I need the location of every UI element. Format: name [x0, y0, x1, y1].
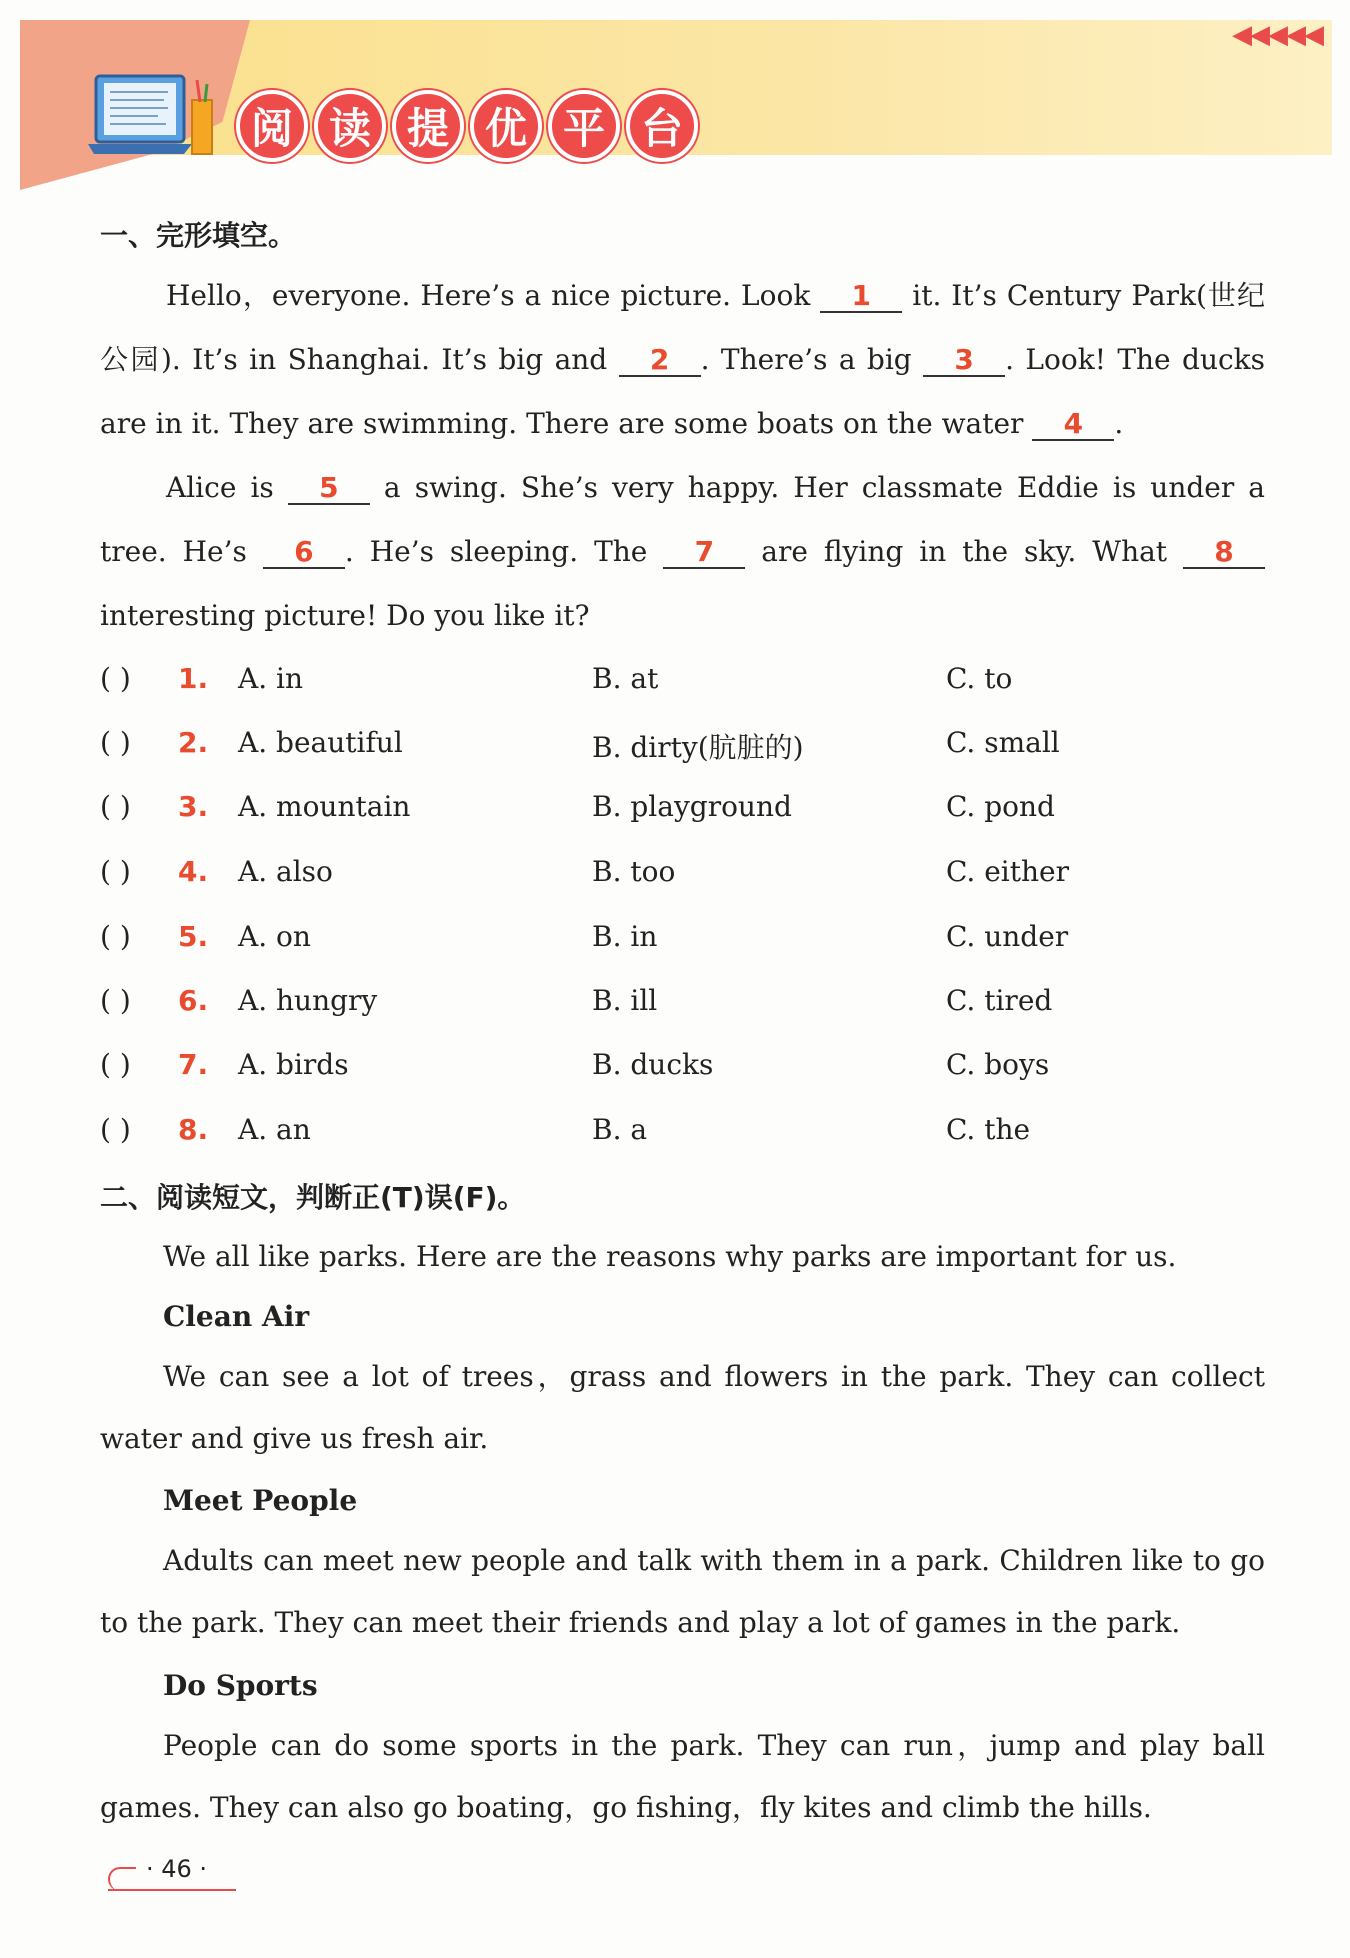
- option-a: A. in: [238, 662, 304, 695]
- option-c: C. tired: [946, 984, 1053, 1017]
- option-b: B. at: [592, 662, 659, 695]
- option-b: B. dirty(肮脏的): [592, 731, 804, 764]
- option-b: B. too: [592, 855, 676, 888]
- option-c: C. the: [946, 1113, 1031, 1146]
- option-c: C. pond: [946, 790, 1055, 823]
- option-a: A. hungry: [238, 984, 378, 1017]
- meet-people-paragraph: [100, 1530, 1265, 1654]
- question-number: 2.: [178, 726, 209, 759]
- cloze-paragraph-1: Hello，everyone. Here’s a nice picture. Look 1 it. It’s Century Park(世纪公园). It’s in Shanghai. It’s big and 2 . There’s a big 3 . Look! The ducks are in it. They are swimming. There are some boats on the water 4 .: [100, 279, 1265, 440]
- answer-paren[interactable]: ( ): [100, 726, 131, 759]
- option-row: [100, 790, 1265, 830]
- page-title: [236, 90, 698, 162]
- option-a: A. on: [238, 920, 311, 953]
- option-b: B. ducks: [592, 1048, 714, 1081]
- option-b: B. in: [592, 920, 658, 953]
- page-number: [108, 1853, 236, 1891]
- clean-air-paragraph: [100, 1346, 1265, 1470]
- option-row: [100, 855, 1265, 895]
- option-row: [100, 726, 1265, 766]
- laptop-icon: [88, 70, 218, 165]
- option-row: [100, 662, 1265, 702]
- question-number: 6.: [178, 984, 209, 1017]
- answer-paren[interactable]: ( ): [100, 1048, 131, 1081]
- option-row: [100, 1113, 1265, 1153]
- answer-paren[interactable]: ( ): [100, 662, 131, 695]
- page-number-text: · 46 ·: [146, 1855, 208, 1883]
- meet-people-text: Adults can meet new people and talk with them in a park. Children like to go to the park. They can meet their friends and play a lot of games in the park.: [100, 1544, 1265, 1639]
- option-row: [100, 1048, 1265, 1088]
- section2-heading: 二、阅读短文，判断正(T)误(F)。: [100, 1181, 526, 1214]
- subheading-meet-people: Meet People: [163, 1484, 358, 1517]
- option-b: B. a: [592, 1113, 648, 1146]
- title-char: 阅: [236, 90, 308, 162]
- option-c: C. under: [946, 920, 1069, 953]
- blank-1[interactable]: 1: [820, 281, 902, 313]
- title-char: 台: [626, 90, 698, 162]
- do-sports-text: People can do some sports in the park. They can run，jump and play ball games. They can also go boating，go fishing，fly kites and climb the hills.: [100, 1729, 1265, 1824]
- subheading-clean-air: Clean Air: [163, 1300, 310, 1333]
- answer-paren[interactable]: ( ): [100, 984, 131, 1017]
- question-number: 1.: [178, 662, 209, 695]
- subheading-do-sports: Do Sports: [163, 1669, 318, 1702]
- question-number: 5.: [178, 920, 209, 953]
- option-row: [100, 984, 1265, 1024]
- question-number: 7.: [178, 1048, 209, 1081]
- option-b: B. playground: [592, 790, 792, 823]
- intro-text: We all like parks. Here are the reasons why parks are important for us.: [163, 1240, 1177, 1273]
- decorative-arrows-icon: ◀◀◀◀◀: [1232, 20, 1322, 50]
- option-a: A. also: [238, 855, 333, 888]
- title-char: 平: [548, 90, 620, 162]
- blank-8[interactable]: 8: [1183, 537, 1265, 569]
- answer-paren[interactable]: ( ): [100, 790, 131, 823]
- title-char: 优: [470, 90, 542, 162]
- option-c: C. small: [946, 726, 1060, 759]
- title-char: 读: [314, 90, 386, 162]
- blank-3[interactable]: 3: [923, 345, 1005, 377]
- option-c: C. to: [946, 662, 1013, 695]
- question-number: 8.: [178, 1113, 209, 1146]
- title-char: 提: [392, 90, 464, 162]
- cloze-paragraph-2: Alice is 5 a swing. She’s very happy. Her classmate Eddie is under a tree. He’s 6 . He’s sleeping. The 7 are flying in the sky. What 8 interesting picture! Do you like it?: [100, 471, 1265, 632]
- option-c: C. either: [946, 855, 1069, 888]
- answer-paren[interactable]: ( ): [100, 1113, 131, 1146]
- question-number: 4.: [178, 855, 209, 888]
- blank-4[interactable]: 4: [1032, 409, 1114, 441]
- answer-paren[interactable]: ( ): [100, 855, 131, 888]
- option-row: [100, 920, 1265, 960]
- blank-5[interactable]: 5: [288, 473, 370, 505]
- option-a: A. mountain: [238, 790, 411, 823]
- question-number: 3.: [178, 790, 209, 823]
- option-b: B. ill: [592, 984, 658, 1017]
- reading-intro: [100, 1226, 1265, 1288]
- clean-air-text: We can see a lot of trees，grass and flowers in the park. They can collect water and give us fresh air.: [100, 1360, 1265, 1455]
- cloze-passage: [100, 264, 1265, 648]
- blank-2[interactable]: 2: [619, 345, 701, 377]
- option-a: A. birds: [238, 1048, 349, 1081]
- option-a: A. beautiful: [238, 726, 403, 759]
- option-c: C. boys: [946, 1048, 1050, 1081]
- blank-6[interactable]: 6: [263, 537, 345, 569]
- section1-heading: 一、完形填空。: [100, 219, 297, 252]
- page-curl-icon: [108, 1867, 136, 1891]
- answer-paren[interactable]: ( ): [100, 920, 131, 953]
- option-a: A. an: [238, 1113, 311, 1146]
- do-sports-paragraph: [100, 1715, 1265, 1839]
- blank-7[interactable]: 7: [663, 537, 745, 569]
